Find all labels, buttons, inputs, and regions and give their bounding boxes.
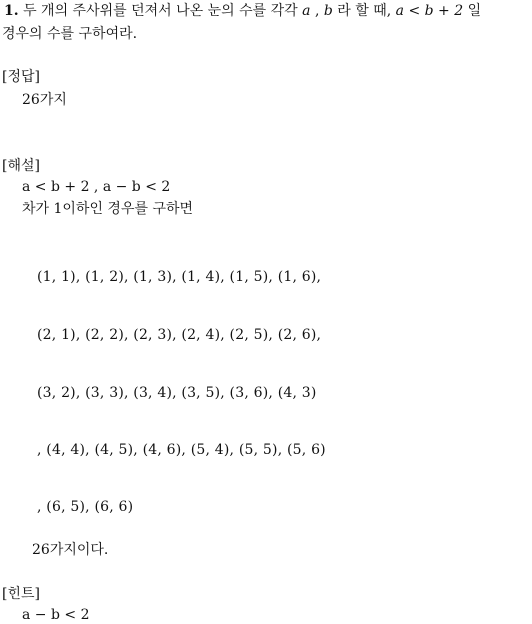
question-line-1 — [4, 2, 481, 20]
explanation-heading: [해설] — [2, 158, 40, 174]
hint-heading: [힌트] — [2, 586, 40, 602]
question-text: 두 개의 주사위를 던져서 나온 눈의 수를 각각 — [23, 3, 298, 19]
pairs-row-3: (3, 2), (3, 3), (3, 4), (3, 5), (3, 6), (4, 3) — [37, 385, 317, 401]
variable-b: b — [323, 3, 333, 19]
pairs-row-1: (1, 1), (1, 2), (1, 3), (1, 4), (1, 5), (1, 6), — [37, 269, 322, 285]
question-line-2: 경우의 수를 구하여라. — [2, 26, 138, 42]
comma-separator: , — [314, 3, 320, 19]
hint-line-1: a − b < 2 — [22, 607, 90, 623]
pairs-row-5: , (6, 5), (6, 6) — [37, 499, 134, 515]
question-end-text: 일 — [467, 3, 482, 19]
question-number: 1. — [4, 3, 19, 19]
question-mid-text: 라 할 때, — [337, 3, 392, 19]
answer-heading: [정답] — [2, 69, 40, 85]
explanation-line-1: a < b + 2 , a − b < 2 — [22, 179, 171, 195]
pairs-row-4: , (4, 4), (4, 5), (4, 6), (5, 4), (5, 5), (5, 6) — [37, 442, 326, 458]
question-condition: a < b + 2 — [395, 3, 464, 19]
explanation-line-2: 차가 1이하인 경우를 구하면 — [22, 201, 194, 217]
pairs-row-2: (2, 1), (2, 2), (2, 3), (2, 4), (2, 5), (2, 6), — [37, 327, 322, 343]
variable-a: a — [302, 3, 311, 19]
answer-value: 26가지 — [22, 92, 67, 108]
explanation-conclusion: 26가지이다. — [32, 542, 109, 558]
